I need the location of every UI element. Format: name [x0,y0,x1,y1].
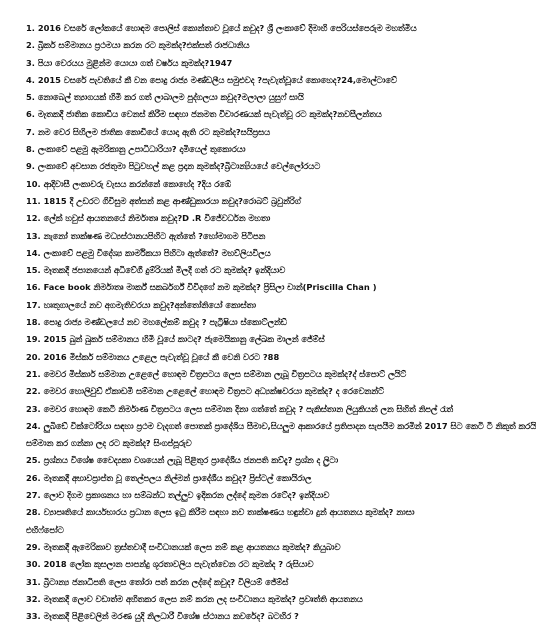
question-line: 23. මෙවර හොඳම කෙටි නිර්මාණ චිත්‍රපටය ලෙස සම්මාන දිනා ගත්තේ කවුද ? පැකිස්තාන ලියුකියන් ලන සිහිත් නිපල් රැත් [26,403,454,414]
question-line: 26. මෑතකදී අභාවප්‍රාප්ත වූ තෙල්පලය නිල්මන් ප්‍රාදේශීය කවුද? ප්‍රිස්ටල් කොයිරාල [26,472,312,483]
question-line: 8. ලංකාවේ පළමු ඇමරිකානු උපාධිධාරියා? දාමියෙල් තුකොරයා [26,144,246,155]
question-line: 11. 1815 දී උඩරට ගිවිසුම අත්සන් කළ ආණ්ඩුකාරයා කවුද?රොබට් බ්‍රවුන්රිග් [26,195,301,206]
question-line: 2. බ්‍රිකර් සම්මානය ප්‍රථමයා කරන රට කුමක්ද?එක්සත් රාජධානිය [26,40,250,51]
question-line: සම්මාන කර ගන්නා ලද රට කුමක්ද? සිංගප්පූරුව [26,438,192,449]
question-line: 28. ව්‍යාපෘතියේ කාර්යභාරය ප්‍රධාන ලෙස ඉටු කිරීම සඳහා නව තාක්ෂණය හඳුන්වා දුන් ආයතනය කුමක්ද? නාසා [26,507,415,518]
question-line: 32. මෑතකදී ලොව වඩාත්ම අහිතකර ලෙස නම් කරන ලද සංවිධානය කුමක්ද? ප්‍රවෘත්ති ආයතනය [26,593,363,604]
question-line: 16. Face book නිර්මාතෘ මාර්ක් සකර්බර්ග් විවිදගේ නම කුමක්ද? ප්‍රිසිලා චාන්(Priscilla Chan ) [26,282,377,293]
question-line: 12. ලේක් හවුස් ආයතනයේ නිර්මාතෘ කවුද?D .R විජේවර්ධන මහතා [26,213,271,224]
question-line: 21. මෙවර මිස්කාර් සම්මාන උළෙලේ හොඳම චිත්‍රපටය ලෙස සම්මාන ලැබූ චිත්‍රපටය කුමක්ද?ද් ස්පොට් ලයිට් [26,368,407,379]
question-line: 13. නැනෝ තාක්ෂණ මධ්‍යස්ථානයපිහිට ඇත්තේ ?හෝමාගම පිටිපන [26,230,266,241]
question-line: 31. බ්‍රිටාන්‍ය ජනාධිපති ලෙස තෝරා පත් කරන ලද්දේ කවුද? විලියම් ජේම්ස් [26,576,289,587]
question-line: 17. හෘතුගාලයේ නව අගමැතිවරයා කවුද?අන්තෝනියෝ කොස්තා [26,299,256,310]
question-line: 3. පියා වෙරයය මුළින්ම යොයා ගත් වර්ෂය කුමක්ද?1947 [26,57,233,68]
question-line: 14. ලංකාවේ පළමු විදේශ්‍ය කාර්මිකයා පිහිටා ඇත්තේ? මහව්ලියවිලය [26,247,271,258]
question-line: 29. මෑතකදී ඇමෙරිකාව ත්‍රස්තවාදී සංවිධානයක් ලෙස නම් කළ ආයතනය කුමක්ද? කියුබාව [26,541,341,552]
question-line: 7. නම වෙර සිහිලම ජාතික කොඩියේ යොදා ඇති රට කුමක්ද?සයිප්‍රසය [26,126,271,137]
question-list [26,20,536,625]
question-line: 20. 2016 මිස්කර් සම්මානය උළෙල පැවැත්වූ වූයේ කී වෙනි වරට ?88 [26,351,280,362]
question-line: 25. ප්‍රශ්නය විශේෂ වෛද්‍යකා වශයෙන් ලැබූ පිළිතුර ප්‍රාදේශීය ජනපති කව්දැ? ප්‍රශ්න ද ල්‍රිටා [26,455,339,466]
question-line: 22. මෙවර හොලිවුඩ් ඒකාඩමි සම්මාන උළෙලේ හොඳම චිත්‍රපට අධ්‍යක්ෂවරයා කුමක්ද? ද රෙවෙනන්ට් [26,386,384,397]
question-line: 5. නොබෙල් ත්‍යාගයක් හිමි කර ගත් ලාබාලම පුද්ගලයා කවුද?මලාලා යුසුෆ් සායි [26,92,304,103]
question-line: 27. ලොව දිගම ප්‍රකාශනය හා සම්බන්ධ තල්ලුව ඉදිකරන ලද්දේ කුමන රටේද? ඉන්දියාව [26,490,330,501]
question-line: 33. මෑතකදී පිළිවෙලින් මරණ යුදි නිලධාරී විශේෂ ස්ථානය කවරේද? බටහිර ? [26,611,299,622]
question-line: 30. 2018 ලෝක කුසලාන පාපන්දු ශූරතාවලිය පැවැත්වෙන රට කුමක්ද ? රුසියාව [26,559,314,570]
question-line: 6. මෑතකදී ජාතික කොඩිය වෙනස් කිරීම සඳහා ජනමත විචාරණයක් පැවැත්වූ රට කුමක්ද?නවසීලන්තය [26,109,382,120]
question-line: 19. 2015 බුන් බුකර් සම්මානය හිමි වූයේ කාටද? ජැමෙයිකානු ලේඛක මාලන් ජේම්ස් [26,334,325,345]
question-line: 15. මෑතකදී ජපානයෙන් අධිවේගී දුම්රියක් මිලදී ගත් රට කුමක්ද? ඉන්දියාව [26,265,286,276]
question-line: 9. ලංකාවේ අවසාන රජතුමා පිටුවහල් කළ ප්‍රදාන කුමක්ද?බ්‍රිටාන්‍යියයේ වෙල්ලෝරයට [26,161,321,172]
question-line: 1. 2016 වසරේ ලෝකයේ හොඳම පොලිස් කොන්තාව වූයේ කවුද? ශ්‍රී ලංකාවේ දිමාහි පෙරියස්පෙරුම මහත්මිය [26,23,417,33]
question-line: 10. ආදිවාසී ලංකාවරු වැසය කරන්නේ කොහේද ?දිය රඹේ [26,178,232,189]
question-line: 4. 2015 වසරේ පැවතියේ කී වන පොදු රාජ්‍ය මණ්ඩලීය සමුළුවද ?පැවැත්වූයේ කොහෙද?24,මොල්ටාවේ [26,74,397,85]
question-line: 18. පොදු රාජ්‍ය මණ්ඩලයේ නව මහලේකම් කවුද ? පැට්‍රීෂියා ස්කොට්ලන්ඩ් [26,317,287,328]
question-line: එහිෆ්පෝට [26,524,64,535]
question-line: 24. ලුබිඩේ වික්ටෝරියා සඳහා ප්‍රථම වැදගත් පොතක් ප්‍රාදේශිය සීමාව,සියලුම ආකාරයේ ප්‍රතිපාදන සැපයීම කරමින් 2017 සිට කෙටි ටී නිකුත් කරයි [26,420,536,431]
